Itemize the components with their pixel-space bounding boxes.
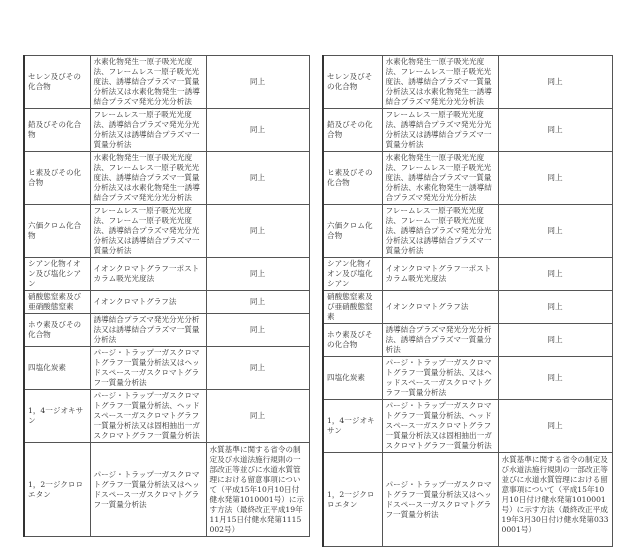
remarks-cell: 同上 xyxy=(498,152,612,205)
substance-name-cell: 四塩化炭素 xyxy=(24,347,90,390)
substance-name-cell: 六価クロム化合物 xyxy=(323,205,382,258)
substance-name-cell: ホウ素及びその化合物 xyxy=(323,324,382,357)
substance-name-cell: 四塩化炭素 xyxy=(323,357,382,400)
test-method-cell: パージ・トラップ一ガスクロマトグラフ一質量分析法、ヘッドスペース一ガスクロマトグラフ一質量分析法又は固相抽出一ガスクロマトグラフ一質量分析法 xyxy=(90,390,206,443)
table-row xyxy=(323,291,612,324)
substance-name-cell: 1，4一ジオキサン xyxy=(323,400,382,453)
right-standards-table xyxy=(322,55,613,547)
remarks-cell: 同上 xyxy=(498,400,612,453)
remarks-cell: 同上 xyxy=(206,205,309,258)
remarks-cell: 同上 xyxy=(206,314,309,347)
test-method-cell: パージ・トラップ一ガスクロマトグラフ一質量分析法、ヘッドスペース一ガスクロマトグラフ一質量分析法又は固相抽出一ガスクロマトグラフ一質量分析法 xyxy=(382,400,498,453)
substance-name-cell: 鉛及びその化合物 xyxy=(24,109,90,152)
test-method-cell: イオンクロマトグラフ法 xyxy=(382,291,498,324)
substance-name-cell: 鉛及びその化合物 xyxy=(323,109,382,152)
test-method-cell: フレームレス一原子吸光光度法、フレーム一原子吸光光度法、誘導結合プラズマ発光分光分析法又は誘導結合プラズマ一質量分析法 xyxy=(382,205,498,258)
table-row xyxy=(323,357,612,400)
test-method-cell: パージ・トラップ一ガスクロマトグラフ一質量分析法又はヘッドスペース一ガスクロマトグラフ一質量分析法 xyxy=(90,347,206,390)
table-row xyxy=(323,56,612,109)
test-method-cell: パージ・トラップ一ガスクロマトグラフ一質量分析法、又はヘッドスペース一ガスクロマトグラフ一質量分析法 xyxy=(382,357,498,400)
test-method-cell: 誘導結合プラズマ発光分光分析法又は誘導結合プラズマ一質量分析法 xyxy=(90,314,206,347)
remarks-cell: 水質基準に関する省令の制定及び水道法施行規則の一部改正等並びに水道水質管理における留意事項について（平成15年10月10日付健水発第1010001号）に示す方法（最終改正平成19年11月15日付健水発第1115002号） xyxy=(206,443,309,537)
table-row xyxy=(323,258,612,291)
test-method-cell: フレームレス一原子吸光光度法、誘導結合プラズマ発光分光分析法又は誘導結合プラズマ一質量分析法 xyxy=(90,109,206,152)
table-row xyxy=(323,205,612,258)
substance-name-cell: 1，4一ジオキサン xyxy=(24,390,90,443)
table-row xyxy=(24,314,309,347)
remarks-cell: 同上 xyxy=(206,258,309,291)
test-method-cell: イオンクロマトグラフ法 xyxy=(90,291,206,314)
substance-name-cell: ヒ素及びその化合物 xyxy=(323,152,382,205)
substance-name-cell: 硝酸態窒素及び亜硝酸態窒素 xyxy=(323,291,382,324)
remarks-cell: 同上 xyxy=(206,347,309,390)
substance-name-cell: 硝酸態窒素及び亜硝酸態窒素 xyxy=(24,291,90,314)
substance-name-cell: 1，2一ジクロロエタン xyxy=(323,453,382,547)
table-row xyxy=(323,324,612,357)
remarks-cell: 同上 xyxy=(206,109,309,152)
test-method-cell: イオンクロマトグラフ一ポストカラム吸光光度法 xyxy=(90,258,206,291)
table-row xyxy=(323,152,612,205)
remarks-cell: 同上 xyxy=(206,291,309,314)
remarks-cell: 同上 xyxy=(498,258,612,291)
remarks-cell: 水質基準に関する省令の制定及び水道法施行規則の一部改正等並びに水道水質管理における留意事項について（平成15年10月10日付け健水発第1010001号）に示す方法（最終改正平成19年3月30日付け健水発第0330001号） xyxy=(498,453,612,547)
table-row xyxy=(24,443,309,537)
remarks-cell: 同上 xyxy=(498,205,612,258)
remarks-cell: 同上 xyxy=(206,390,309,443)
test-method-cell: 水素化物発生一原子吸光光度法、フレームレス一原子吸光光度法、誘導結合プラズマ一質量分析法又は水素化物発生一誘導結合プラズマ発光分光分析法 xyxy=(90,152,206,205)
test-method-cell: フレームレス一原子吸光光度法、フレーム一原子吸光光度法、誘導結合プラズマ発光分光分析法又は誘導結合プラズマ一質量分析法 xyxy=(90,205,206,258)
remarks-cell: 同上 xyxy=(206,152,309,205)
remarks-cell: 同上 xyxy=(498,291,612,324)
test-method-cell: パージ・トラップ一ガスクロマトグラフ一質量分析法又はヘッドスペース一ガスクロマトグラフ一質量分析法 xyxy=(382,453,498,547)
table-row xyxy=(24,258,309,291)
remarks-cell: 同上 xyxy=(498,109,612,152)
remarks-cell: 同上 xyxy=(206,56,309,109)
remarks-cell: 同上 xyxy=(498,357,612,400)
table-row xyxy=(24,109,309,152)
substance-name-cell: シアン化物イオン及び塩化シアン xyxy=(24,258,90,291)
table-row xyxy=(24,390,309,443)
table-row xyxy=(24,56,309,109)
table-row xyxy=(323,453,612,547)
test-method-cell: イオンクロマトグラフ一ポストカラム吸光光度法 xyxy=(382,258,498,291)
substance-name-cell: ヒ素及びその化合物 xyxy=(24,152,90,205)
test-method-cell: 水素化物発生一原子吸光光度法、フレームレス一原子吸光光度法、誘導結合プラズマ一質量分析法、水素化物発生一誘導結合プラズマ発光分光分析法 xyxy=(382,152,498,205)
table-row xyxy=(24,291,309,314)
table-row xyxy=(323,109,612,152)
substance-name-cell: 1，2一ジクロロエタン xyxy=(24,443,90,537)
table-row xyxy=(24,152,309,205)
test-method-cell: フレームレス一原子吸光光度法、誘導結合プラズマ発光分光分析法又は誘導結合プラズマ一質量分析法 xyxy=(382,109,498,152)
remarks-cell: 同上 xyxy=(498,324,612,357)
substance-name-cell: セレン及びその化合物 xyxy=(24,56,90,109)
table-row xyxy=(24,347,309,390)
substance-name-cell: 六価クロム化合物 xyxy=(24,205,90,258)
test-method-cell: パージ・トラップ一ガスクロマトグラフ一質量分析法又はヘッドスペース一ガスクロマトグラフ一質量分析法 xyxy=(90,443,206,537)
test-method-cell: 水素化物発生一原子吸光光度法、フレームレス一原子吸光光度法、誘導結合プラズマ一質量分析法又は水素化物発生一誘導結合プラズマ発光分光分析法 xyxy=(382,56,498,109)
substance-name-cell: シアン化物イオン及び塩化シアン xyxy=(323,258,382,291)
left-standards-table xyxy=(23,55,310,537)
substance-name-cell: ホウ素及びその化合物 xyxy=(24,314,90,347)
table-row xyxy=(24,205,309,258)
substance-name-cell: セレン及びその化合物 xyxy=(323,56,382,109)
table-row xyxy=(323,400,612,453)
test-method-cell: 水素化物発生一原子吸光光度法、フレームレス一原子吸光光度法、誘導結合プラズマ一質量分析法又は水素化物発生一誘導結合プラズマ発光分光分析法 xyxy=(90,56,206,109)
test-method-cell: 誘導結合プラズマ発光分光分析法、誘導結合プラズマ一質量分析法 xyxy=(382,324,498,357)
remarks-cell: 同上 xyxy=(498,56,612,109)
